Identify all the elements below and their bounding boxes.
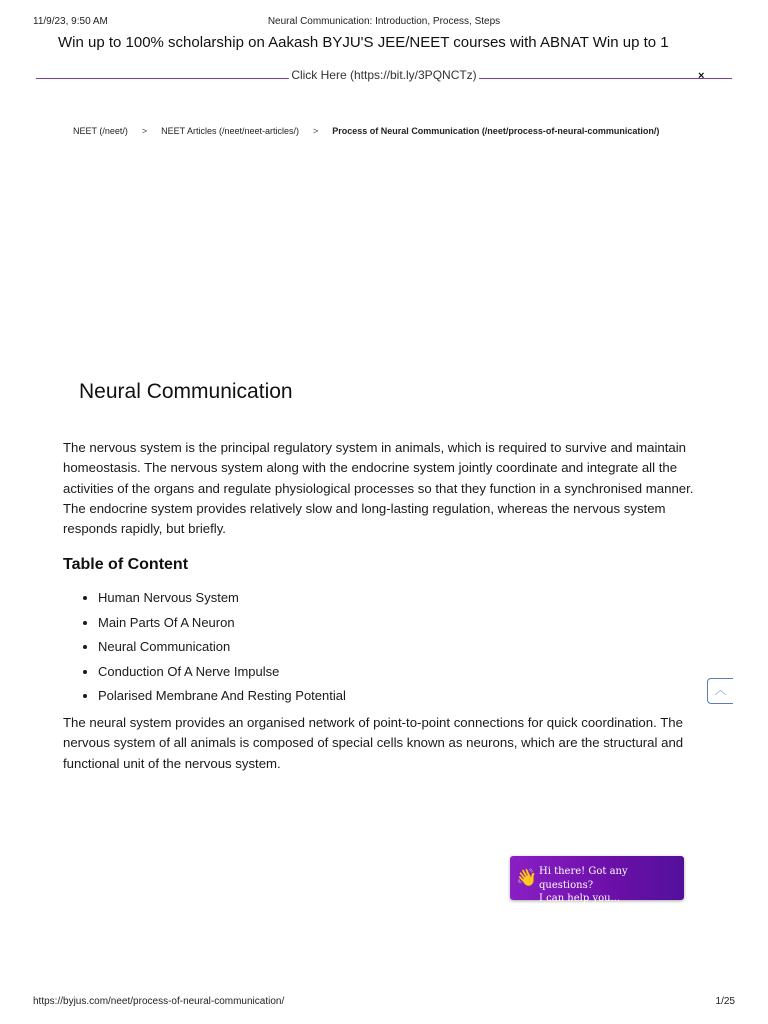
toc-item[interactable]: • Neural Communication [98, 635, 346, 660]
scroll-to-top-button[interactable] [707, 678, 733, 704]
print-datetime: 11/9/23, 9:50 AM [33, 16, 108, 27]
waving-hand-icon: 👋 [516, 868, 538, 887]
body-paragraph: The neural system provides an organised network of point-to-point connections for quick coordination. The nervous system of all animals is composed of special cells known as neurons, which are the structural and functional unit of the nervous system. [63, 715, 684, 771]
toc-item[interactable]: • Polarised Membrane And Resting Potential [98, 684, 346, 709]
chevron-right-icon: > [313, 126, 319, 136]
promo-banner-text[interactable]: Win up to 100% scholarship on Aakash BYJU'S JEE/NEET courses with ABNAT Win up to 1 [58, 34, 669, 51]
print-document-title: Neural Communication: Introduction, Process, Steps [267, 16, 501, 27]
chat-line-1: Hi there! Got any questions? [539, 866, 628, 891]
intro-paragraph: The nervous system is the principal regulatory system in animals, which is required to survive and maintain homeostasis. The nervous system along with the endocrine system jointly coordinate and integrate all the activities of the organs and regulate physiological processes so that they function in a synchronised manner. The endocrine system provides relatively slow and long-lasting regulation, whereas the nervous system responds rapidly, but briefly. [63, 440, 694, 537]
toc-item[interactable]: • Main Parts Of A Neuron [98, 611, 346, 636]
toc-item[interactable]: • Conduction Of A Nerve Impulse [98, 660, 346, 685]
chat-widget-message [539, 865, 681, 906]
promo-banner-link-wrap [0, 68, 768, 82]
breadcrumb-item-current[interactable]: Process of Neural Communication (/neet/process-of-neural-communication/) [332, 126, 660, 136]
print-url: https://byjus.com/neet/process-of-neural-communication/ [33, 996, 285, 1007]
promo-banner-link[interactable]: Click Here (https://bit.ly/3PQNCTz) [291, 68, 477, 82]
chevron-up-icon: ︿ [714, 683, 727, 697]
print-header [33, 16, 735, 30]
breadcrumb [73, 123, 673, 140]
breadcrumb-item-neet-articles[interactable]: NEET Articles (/neet/neet-articles/) [161, 126, 300, 136]
print-page-number: 1/25 [715, 996, 735, 1007]
chevron-right-icon: > [141, 126, 148, 136]
toc-heading: Table of Content [63, 556, 189, 573]
close-icon[interactable]: × [698, 70, 705, 82]
print-footer [33, 996, 735, 1010]
toc-item[interactable]: • Human Nervous System [98, 586, 346, 611]
breadcrumb-item-neet[interactable]: NEET (/neet/) [73, 126, 128, 136]
chat-widget-button[interactable] [510, 856, 684, 904]
page-title: Neural Communication [79, 380, 293, 403]
chat-line-2: I can help you... [539, 893, 621, 904]
table-of-contents [63, 586, 346, 709]
